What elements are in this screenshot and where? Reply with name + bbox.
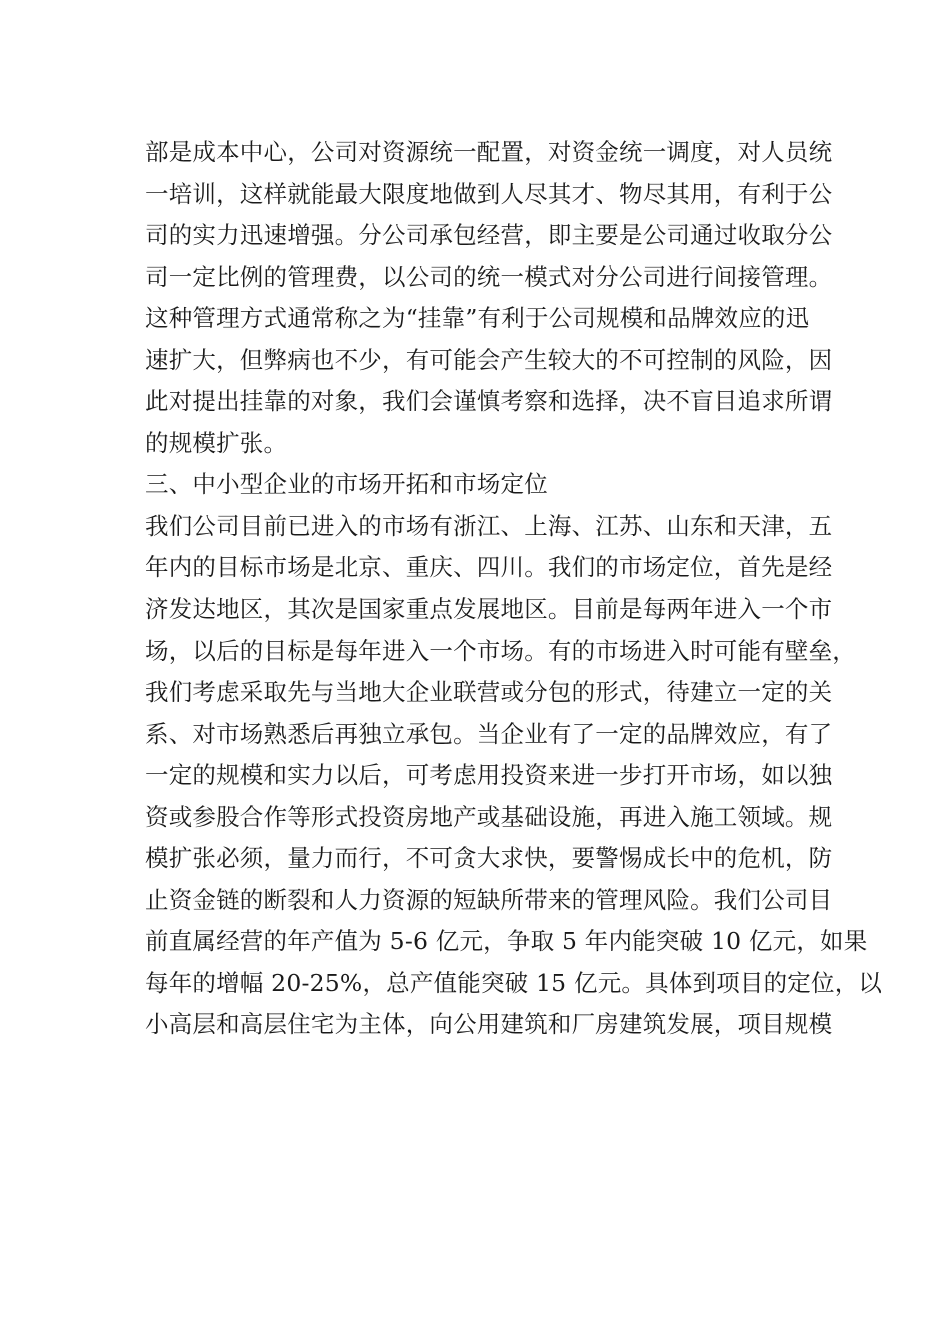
body-line: 模扩张必须，量力而行，不可贪大求快，要警惕成长中的危机，防 <box>145 844 833 873</box>
document-body <box>145 132 883 1046</box>
body-line: 年内的目标市场是北京、重庆、四川。我们的市场定位，首先是经 <box>145 553 833 582</box>
body-line: 这种管理方式通常称之为“挂靠”有利于公司规模和品牌效应的迅 <box>145 304 810 333</box>
body-line: 我们考虑采取先与当地大企业联营或分包的形式，待建立一定的关 <box>145 678 833 707</box>
body-line: 一定的规模和实力以后，可考虑用投资来进一步打开市场，如以独 <box>145 761 833 790</box>
body-line: 的规模扩张。 <box>145 428 288 457</box>
body-line: 司一定比例的管理费，以公司的统一模式对分公司进行间接管理。 <box>145 262 833 291</box>
body-line: 止资金链的断裂和人力资源的短缺所带来的管理风险。我们公司目 <box>145 885 833 914</box>
section-heading: 三、中小型企业的市场开拓和市场定位 <box>145 470 548 499</box>
body-line: 系、对市场熟悉后再独立承包。当企业有了一定的品牌效应，有了 <box>145 719 833 748</box>
body-line: 前直属经营的年产值为 5-6 亿元，争取 5 年内能突破 10 亿元，如果 <box>145 927 868 956</box>
body-line: 部是成本中心，公司对资源统一配置，对资金统一调度，对人员统 <box>145 138 833 166</box>
body-line: 我们公司目前已进入的市场有浙江、上海、江苏、山东和天津，五 <box>145 511 833 540</box>
body-line: 济发达地区，其次是国家重点发展地区。目前是每两年进入一个市 <box>145 595 833 624</box>
body-line: 此对提出挂靠的对象，我们会谨慎考察和选择，决不盲目追求所谓 <box>145 387 833 416</box>
body-line: 速扩大，但弊病也不少，有可能会产生较大的不可控制的风险，因 <box>145 345 833 374</box>
body-line: 司的实力迅速增强。分公司承包经营，即主要是公司通过收取分公 <box>145 221 833 250</box>
body-line: 一培训，这样就能最大限度地做到人尽其才、物尽其用，有利于公 <box>145 179 833 208</box>
body-line: 资或参股合作等形式投资房地产或基础设施，再进入施工领域。规 <box>145 802 833 831</box>
body-line: 小高层和高层住宅为主体，向公用建筑和厂房建筑发展，项目规模 <box>145 1010 833 1039</box>
body-line: 场，以后的目标是每年进入一个市场。有的市场进入时可能有壁垒， <box>145 636 856 665</box>
body-line: 每年的增幅 20-25%，总产值能突破 15 亿元。具体到项目的定位，以 <box>145 968 883 997</box>
